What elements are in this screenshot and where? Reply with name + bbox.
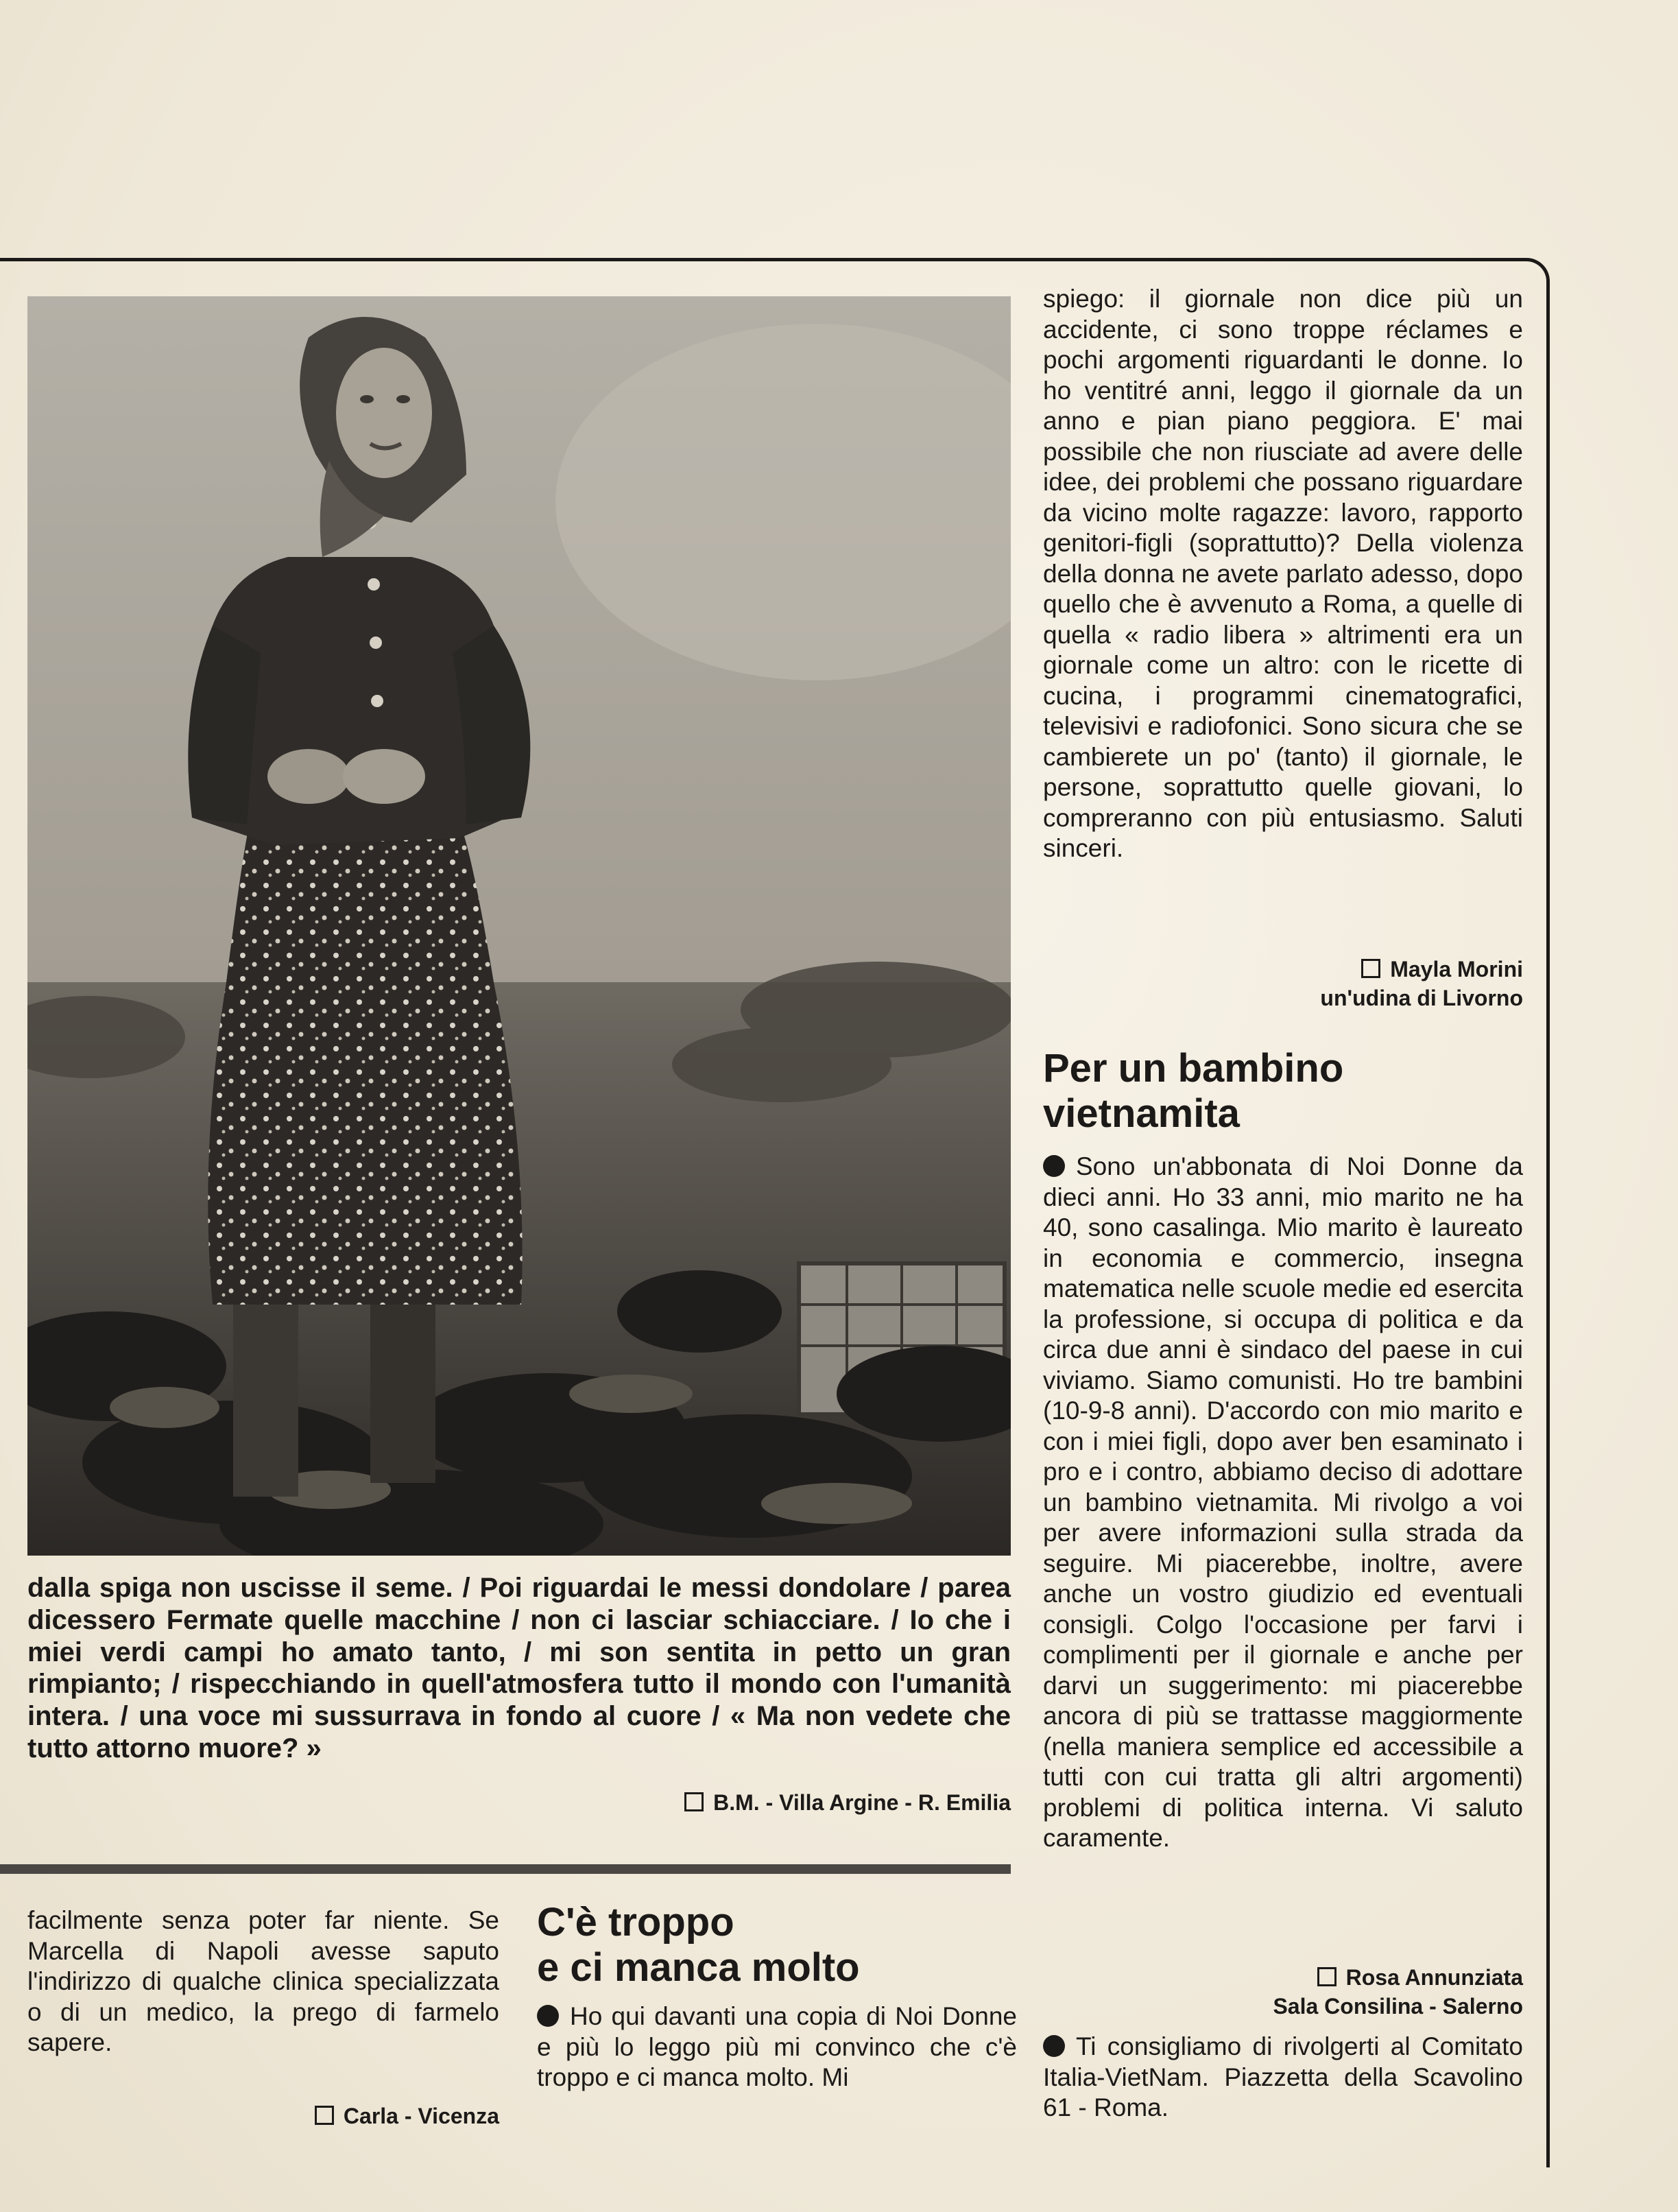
letter-troppo-heading: C'è troppo e ci manca molto	[537, 1900, 860, 1990]
checkbox-square-icon	[684, 1792, 704, 1811]
bullet-dot-icon	[537, 2005, 559, 2027]
letter-vietnam-text: Sono un'abbonata di Noi Donne da dieci anni. Ho 33 anni, mio marito ne ha 40, sono casalinga. Mio marito è laureato in economia e commercio, insegna matematica nelle scuole medie ed esercita la professione, si occupa di politica e da circa due anni è sindaco del paese in cui viviamo. Siamo comunisti. Ho tre bambini (10-9-8 anni). D'accordo con mio marito e con i miei figli, dopo aver ben esaminato i pro e i contro, abbiamo deciso di adottare un bambino vietnamita. Mi rivolgo a voi per avere informazioni sulla strada da seguire. Mi piacerebbe, inoltre, avere anche un vostro giudizio ed eventuali consigli. Colgo l'occasione per farvi i complimenti per il giornale e anche per darvi un suggerimento: mi piacerebbe ancora di più se trattasse maggiormente (nella maniera semplice ed accessibile a tutti con cui tratta gli altri argomenti) problemi di politica interna. Vi saluto caramente.	[1043, 1152, 1523, 1852]
letter-carla-signature: Carla - Vicenza	[206, 2102, 499, 2130]
letter-troppo	[537, 1900, 1017, 2093]
letter-morini-signature: Mayla Morini un'udina di Livorno	[1320, 957, 1523, 1010]
checkbox-square-icon	[315, 2106, 334, 2125]
section-divider-rule	[0, 1864, 1011, 1874]
letter-carla	[27, 1905, 499, 2058]
frame-rule-top	[0, 258, 1512, 261]
letter-vietnam-reply: Ti consigliamo di rivolgerti al Comitato Italia-VietNam. Piazzetta della Scavolino 61 - Roma.	[1043, 2032, 1523, 2121]
letter-morini	[1043, 284, 1523, 864]
poem-signature: B.M. - Villa Argine - R. Emilia	[549, 1788, 1011, 1817]
letter-vietnam-heading: Per un bambino vietnamita	[1043, 1046, 1344, 1136]
bullet-dot-icon	[1043, 2035, 1065, 2057]
frame-rule-right	[1546, 302, 1550, 2167]
poem-text: dalla spiga non uscisse il seme. / Poi riguardai le messi dondolare / parea dicessero Fermate quelle macchine / non ci lasciar schiacciare. / Io che i miei verdi campi ho amato tanto, / mi son sentita in petto un gran rimpianto; / rispecchiando in quell'atmosfera tutto il mondo con l'umanità intera. / una voce mi sussurrava in fondo al cuore / « Ma non vedete che tutto attorno muore? »	[27, 1573, 1011, 1763]
bullet-dot-icon	[1043, 1155, 1065, 1177]
poem-text-block	[27, 1572, 1011, 1765]
woman-in-field-photo	[27, 296, 1011, 1556]
letter-carla-text: facilmente senza poter far niente. Se Marcella di Napoli avesse saputo l'indirizzo di qualche clinica specializzata o di un medico, la prego di farmelo sapere.	[27, 1906, 499, 2056]
letter-morini-text: spiego: il giornale non dice più un accidente, ci sono troppe réclames e pochi argomenti riguardanti le donne. Io ho ventitré anni, leggo il giornale da un anno e pian piano peggiora. E' mai possibile che non riusciate ad avere delle idee, dei problemi che possano riguardare da vicino molte ragazze: lavoro, rapporto genitori-figli (soprattutto)? Della violenza della donna ne avete parlato adesso, dopo quello che è avvenuto a Roma, a quelle di quella « radio libera » altrimenti era un giornale come un altro: con le ricette di cucina, i programmi cinematografici, televisivi e radiofonici. Sono sicura che se cambierete un po' (tanto) il giornale, le persone, soprattutto quelle giovani, lo compreranno con più entusiasmo. Saluti sinceri.	[1043, 285, 1523, 862]
letter-vietnam	[1043, 1046, 1523, 1854]
checkbox-square-icon	[1317, 1967, 1337, 1986]
letter-troppo-text: Ho qui davanti una copia di Noi Donne e più lo leggo più mi convinco che c'è troppo e ci manca molto. Mi	[537, 2002, 1017, 2091]
letter-vietnam-signature: Rosa Annunziata Sala Consilina - Salerno	[1273, 1965, 1523, 2019]
checkbox-square-icon	[1361, 959, 1380, 978]
